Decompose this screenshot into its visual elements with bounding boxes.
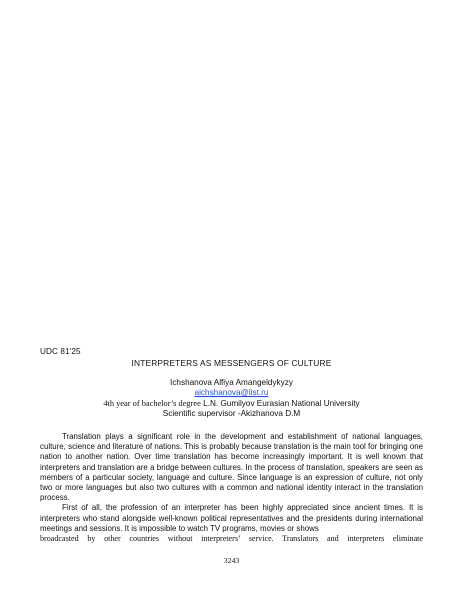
- author-name: Ichshanova Alfiya Amangeldykyzy: [170, 378, 293, 387]
- affiliation-prefix: 4th year of bachelor’s degree: [103, 398, 201, 408]
- body-paragraph-2-last-line: broadcasted by other countries without interpreters’ service. Translators and interpreters eliminate: [40, 534, 423, 544]
- body-paragraph-1: Translation plays a significant role in the development and establishment of national languages, culture, science and literature of nations. This is probably because translation is the main tool for bringing one nation to another nation. Over time translation has become increasingly important. It is well known that interpreters and translation are a bridge between cultures. In the process of translation, speakers are seen as members of a particular society, language and culture. Since language is an expression of culture, not only two or more languages but also two cultures with a common and national identity interact in the translation process.: [40, 432, 423, 503]
- scientific-supervisor: Scientific supervisor -Akizhanova D.M: [162, 409, 301, 419]
- page-number: 3243: [223, 556, 240, 565]
- body-paragraph-2-main: First of all, the profession of an interpreter has been highly appreciated since ancient times. It is interpreters who stand alongside well-known political representatives and the presidents during international meetings and sessions. It is impossible to watch TV programs, movies or shows: [40, 503, 423, 533]
- article-title: INTERPRETERS AS MESSENGERS OF CULTURE: [131, 358, 332, 368]
- udc-code: UDC 81'25: [40, 347, 81, 356]
- author-affiliation: [40, 399, 423, 409]
- email-link[interactable]: aichshanova@list.ru: [194, 388, 269, 398]
- affiliation-university: L.N. Gumilyov Eurasian National University: [203, 398, 360, 408]
- author-email[interactable]: [40, 388, 423, 398]
- author-block: [40, 378, 423, 420]
- article-body: [40, 432, 423, 544]
- body-paragraph-2: [40, 503, 423, 544]
